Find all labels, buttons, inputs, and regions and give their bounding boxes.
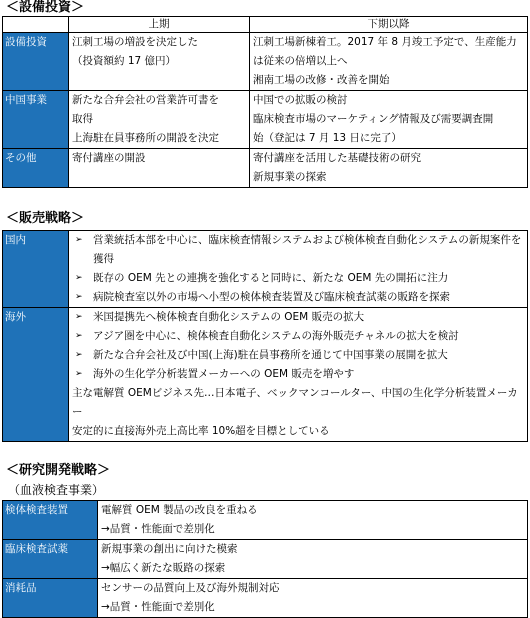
cell-line: 始（登記は 7 月 13 日に完了） xyxy=(253,132,402,144)
rnd-table xyxy=(2,500,528,618)
rnd-row xyxy=(3,540,528,579)
capex-header-second-half: 下期以降 xyxy=(250,17,528,33)
bullet-text: 米国提携先へ検体検査自動化システムの OEM 販売の拡大 xyxy=(93,311,365,323)
capex-table xyxy=(2,16,528,188)
capex-second-half-cell xyxy=(250,91,528,149)
bullet-item xyxy=(72,327,527,346)
rnd-content-cell xyxy=(98,579,528,618)
bullet-text: 営業統括本部を中心に、臨床検査情報システムおよび検体検査自動化システムの新規案件を獲得 xyxy=(93,234,522,265)
rnd-subheading: （血液検査事業） xyxy=(8,483,105,497)
bullet-text: 病院検査室以外の市場へ小型の検体検査装置及び臨床検査試薬の販路を探索 xyxy=(93,291,450,303)
capex-row-other xyxy=(3,149,528,188)
capex-first-half-cell xyxy=(69,33,250,91)
cell-line: センサーの品質向上及び海外規制対応 xyxy=(101,582,280,594)
bullet-item xyxy=(72,269,527,288)
cell-line: →品質・性能面で差別化 xyxy=(101,523,215,535)
capex-header-row xyxy=(3,17,528,33)
capex-heading: ＜設備投資＞ xyxy=(6,0,85,15)
cell-line: 新規事業の創出に向けた模索 xyxy=(101,543,238,555)
capex-header-first-half: 上期 xyxy=(69,17,250,33)
cell-line: 新たな合弁会社の営業許可書を xyxy=(72,94,219,106)
capex-first-half-cell xyxy=(69,91,250,149)
cell-line: 江刺工場新棟着工。2017 年 8 月竣工予定で、生産能力 xyxy=(253,36,517,48)
capex-row-china xyxy=(3,91,528,149)
bullet-arrow-icon: ➢ xyxy=(75,292,83,302)
rnd-row-label: 臨床検査試薬 xyxy=(3,540,98,579)
sales-heading: ＜販売戦略＞ xyxy=(6,211,85,226)
cell-line: 江刺工場の増設を決定した xyxy=(72,36,198,48)
sales-row-label: 海外 xyxy=(3,308,69,442)
sales-row-label: 国内 xyxy=(3,231,69,308)
bullet-text: 海外の生化学分析装置メーカーへの OEM 販売を増やす xyxy=(93,368,355,380)
bullet-text: アジア圏を中心に、検体検査自動化システムの海外販売チャネルの拡大を検討 xyxy=(93,330,459,342)
sales-content-cell xyxy=(69,231,528,308)
cell-line: 湘南工場の改修・改善を開始 xyxy=(253,74,390,86)
cell-line: は従来の倍増以上へ xyxy=(253,55,348,67)
bullet-text: 新たな合弁会社及び中国(上海)駐在員事務所を通じて中国事業の展開を拡大 xyxy=(93,349,448,361)
capex-row-label: その他 xyxy=(3,149,69,188)
bullet-arrow-icon: ➢ xyxy=(75,331,83,341)
rnd-row-label: 検体検査装置 xyxy=(3,501,98,540)
rnd-row xyxy=(3,579,528,618)
bullet-item xyxy=(72,346,527,365)
bullet-arrow-icon: ➢ xyxy=(75,273,83,283)
sales-row-overseas xyxy=(3,308,528,442)
cell-line: 寄付講座を活用した基礎技術の研究 xyxy=(253,152,421,164)
bullet-arrow-icon: ➢ xyxy=(75,350,83,360)
sales-note: 安定的に直接海外売上高比率 10%超を目標としている xyxy=(72,425,330,437)
cell-line: 電解質 OEM 製品の改良を重ねる xyxy=(101,504,258,516)
rnd-content-cell xyxy=(98,540,528,579)
sales-row-domestic xyxy=(3,231,528,308)
bullet-text: 既存の OEM 先との連携を強化すると同時に、新たな OEM 先の開拓に注力 xyxy=(93,272,449,284)
bullet-item xyxy=(72,308,527,327)
bullet-item xyxy=(72,288,527,307)
sales-content-cell xyxy=(69,308,528,442)
cell-line: 新規事業の探索 xyxy=(253,171,327,183)
bullet-arrow-icon: ➢ xyxy=(75,235,83,245)
bullet-item xyxy=(72,365,527,384)
cell-line: →幅広く新たな販路の探索 xyxy=(101,562,226,574)
bullet-arrow-icon: ➢ xyxy=(75,312,83,322)
cell-line: 取得 xyxy=(72,113,93,125)
capex-row-label: 中国事業 xyxy=(3,91,69,149)
capex-second-half-cell xyxy=(250,33,528,91)
cell-line: →品質・性能面で差別化 xyxy=(101,601,215,613)
rnd-row-label: 消耗品 xyxy=(3,579,98,618)
rnd-heading: ＜研究開発戦略＞ xyxy=(6,463,111,478)
bullet-item xyxy=(72,231,527,269)
sales-table xyxy=(2,230,528,442)
capex-second-half-cell xyxy=(250,149,528,188)
cell-line: 上海駐在員事務所の開設を決定 xyxy=(72,132,219,144)
cell-line: 臨床検査市場のマーケティング情報及び需要調査開 xyxy=(253,113,494,125)
capex-row-label: 設備投資 xyxy=(3,33,69,91)
sales-note: 主な電解質 OEMビジネス先…日本電子、ベックマンコールター、中国の生化学分析装置メーカー xyxy=(72,387,518,418)
cell-line: 寄付講座の開設 xyxy=(72,152,146,164)
cell-line: （投資額約 17 億円） xyxy=(72,55,177,67)
rnd-row xyxy=(3,501,528,540)
bullet-arrow-icon: ➢ xyxy=(75,369,83,379)
capex-row-equipment xyxy=(3,33,528,91)
capex-header-blank xyxy=(3,17,69,33)
capex-first-half-cell xyxy=(69,149,250,188)
rnd-content-cell xyxy=(98,501,528,540)
cell-line: 中国での拡販の検討 xyxy=(253,94,348,106)
